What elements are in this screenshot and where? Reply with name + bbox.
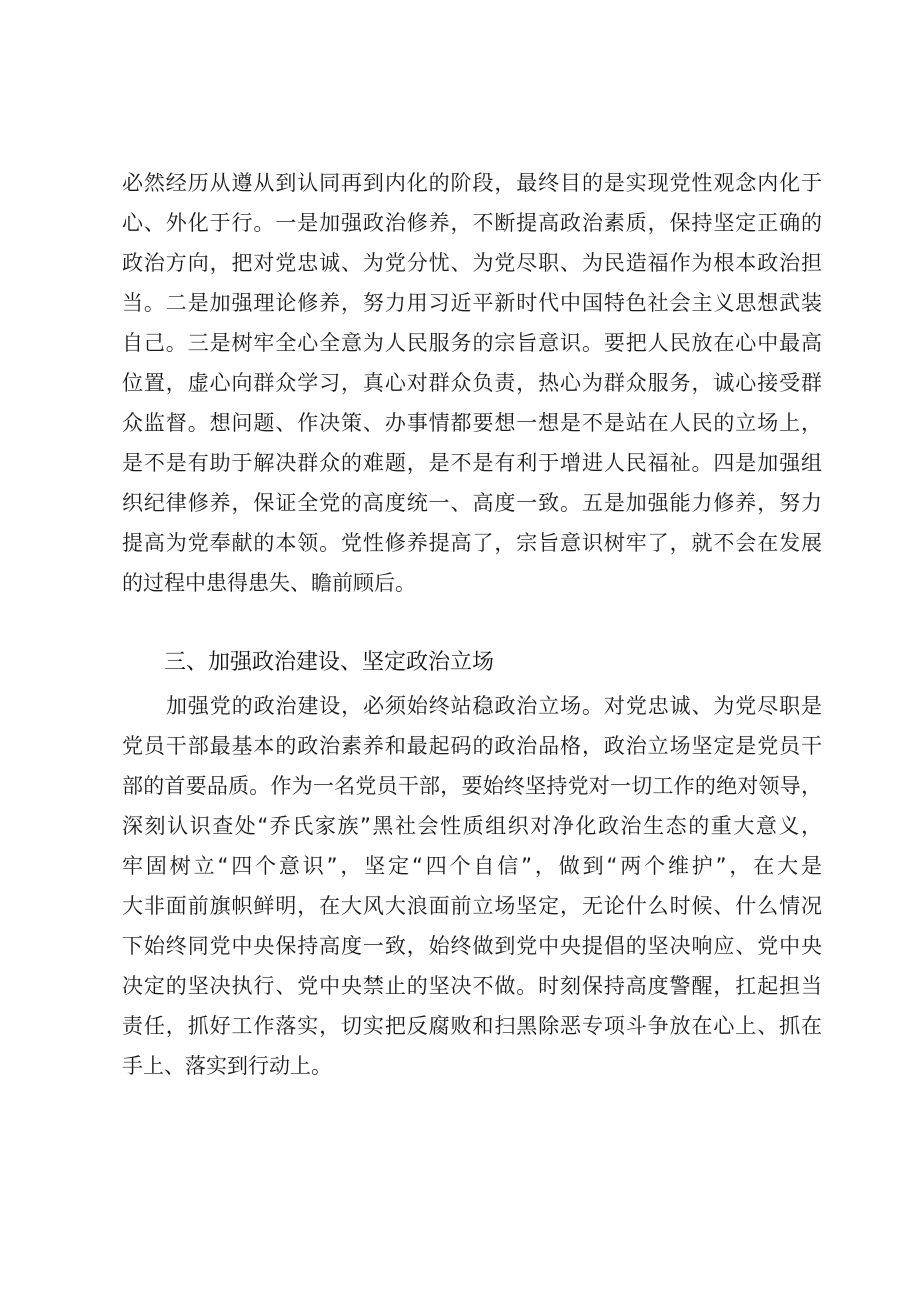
text-line: 下始终同党中央保持高度一致，始终做到党中央提倡的坚决响应、党中央 bbox=[122, 934, 822, 958]
text-line: 政治方向，把对党忠诚、为党分忧、为党尽职、为民造福作为根本政治担 bbox=[122, 251, 822, 275]
text-line: 当。二是加强理论修养，努力用习近平新时代中国特色社会主义思想武装 bbox=[122, 291, 822, 315]
text-line: 提高为党奉献的本领。党性修养提高了，宗旨意识树牢了，就不会在发展 bbox=[122, 531, 822, 555]
text-line: 的过程中患得患失、瞻前顾后。 bbox=[122, 571, 416, 595]
text-line: 手上、落实到行动上。 bbox=[122, 1054, 332, 1078]
text-line: 众监督。想问题、作决策、办事情都要想一想是不是站在人民的立场上， bbox=[122, 411, 822, 435]
text-line: 加强党的政治建设，必须始终站稳政治立场。对党忠诚、为党尽职是 bbox=[166, 694, 822, 718]
text-line: 是不是有助于解决群众的难题，是不是有利于增进人民福祉。四是加强组 bbox=[122, 451, 822, 475]
text-line: 决定的坚决执行、党中央禁止的坚决不做。时刻保持高度警醒，扛起担当 bbox=[122, 974, 822, 998]
text-line: 自己。三是树牢全心全意为人民服务的宗旨意识。要把人民放在心中最高 bbox=[122, 331, 822, 355]
text-line: 深刻认识查处“乔氏家族”黑社会性质组织对净化政治生态的重大意义， bbox=[122, 814, 822, 838]
text-line: 责任，抓好工作落实，切实把反腐败和扫黑除恶专项斗争放在心上、抓在 bbox=[122, 1014, 822, 1038]
text-line: 位置，虚心向群众学习，真心对群众负责，热心为群众服务，诚心接受群 bbox=[122, 371, 822, 395]
text-line: 部的首要品质。作为一名党员干部，要始终坚持党对一切工作的绝对领导， bbox=[122, 774, 822, 798]
body-paragraph-1 bbox=[122, 163, 822, 603]
body-paragraph-2 bbox=[122, 686, 822, 1086]
text-line: 牢固树立“四个意识”，坚定“四个自信”，做到“两个维护”，在大是 bbox=[122, 854, 822, 878]
text-line: 织纪律修养，保证全党的高度统一、高度一致。五是加强能力修养，努力 bbox=[122, 491, 822, 515]
section-heading: 三、加强政治建设、坚定政治立场 bbox=[164, 650, 495, 675]
text-line: 必然经历从遵从到认同再到内化的阶段，最终目的是实现党性观念内化于 bbox=[122, 171, 822, 195]
text-line: 心、外化于行。一是加强政治修养，不断提高政治素质，保持坚定正确的 bbox=[122, 211, 822, 235]
text-line: 大非面前旗帜鲜明，在大风大浪面前立场坚定，无论什么时候、什么情况 bbox=[122, 894, 822, 918]
text-line: 党员干部最基本的政治素养和最起码的政治品格，政治立场坚定是党员干 bbox=[122, 734, 822, 758]
